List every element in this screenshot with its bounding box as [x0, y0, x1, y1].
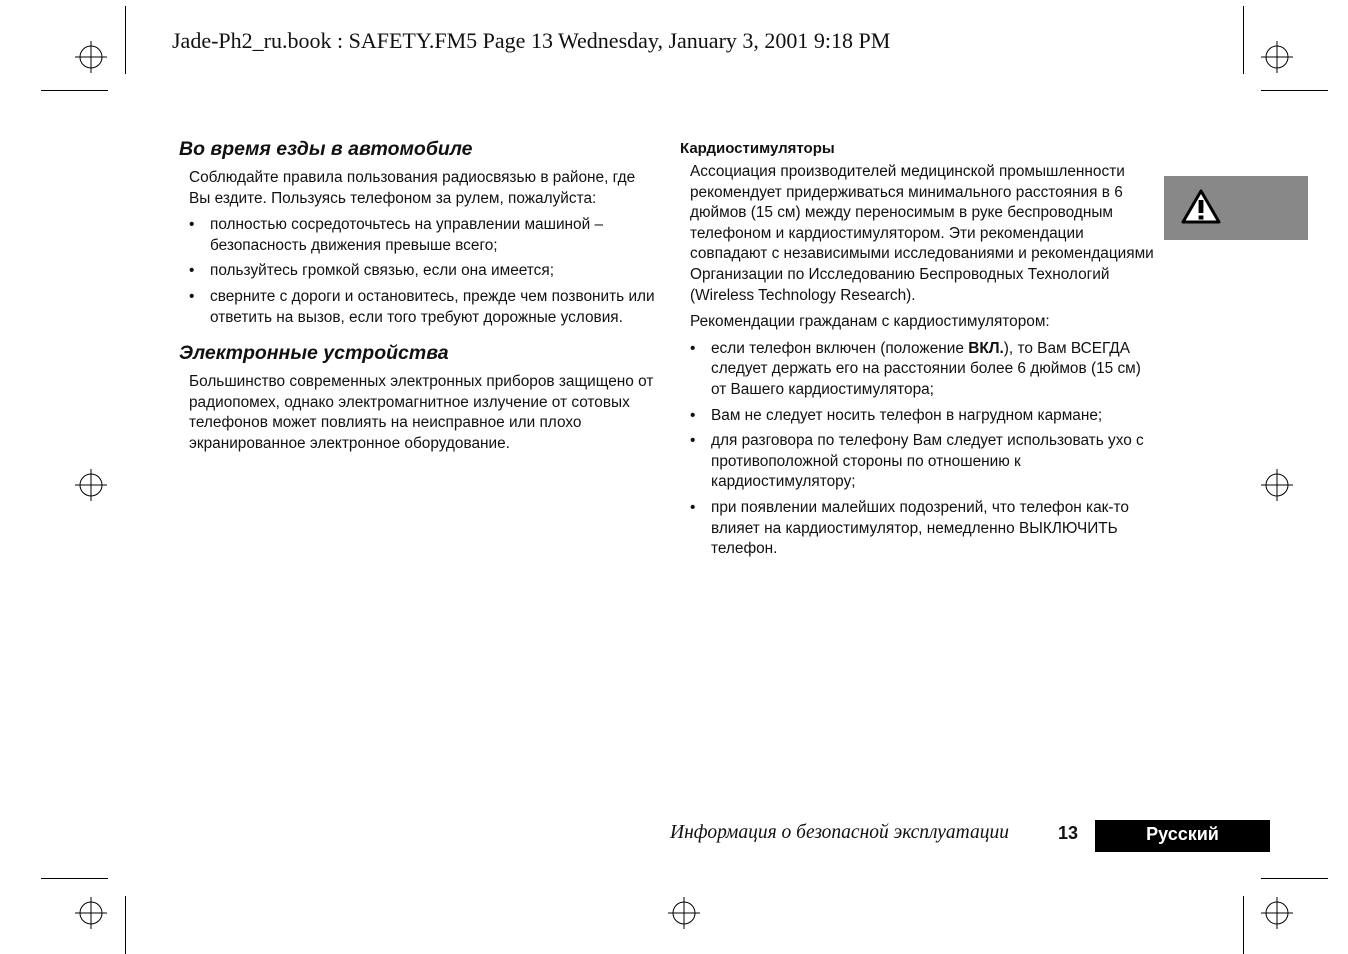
crop-mark: [1261, 90, 1328, 91]
crop-mark: [41, 90, 108, 91]
crop-mark: [41, 878, 108, 879]
bullet-icon: •: [690, 432, 696, 450]
list-item-text: сверните с дороги и остановитесь, прежде чем позвонить или ответить на вызов, если того требуют дорожные условия.: [210, 287, 655, 326]
pacemakers-paragraph: Ассоциация производителей медицинской промышленности рекомендует придерживаться минимального расстояния в 6 дюймов (15 см) между переносимым в руке беспроводным телефоном и кардиостимулятором. Эти рекомендации совпадают с независимыми исследованиями и рекомендациями Организации по Исследованию Беспроводных Технологий (Wireless Technology Research).: [690, 163, 1154, 304]
bullet-icon: •: [189, 216, 195, 234]
registration-mark-icon: [75, 469, 107, 501]
warning-triangle-icon: [1181, 189, 1221, 225]
driving-intro: Соблюдайте правила пользования радиосвязью в районе, где Вы ездите. Пользуясь телефоном за рулем, пожалуйста:: [189, 169, 636, 207]
registration-mark-icon: [1261, 469, 1293, 501]
registration-mark-icon: [1261, 897, 1293, 929]
list-item-text: Вам не следует носить телефон в нагрудном кармане;: [711, 406, 1103, 424]
footer-title: Информация о безопасной эксплуатации: [670, 822, 1009, 843]
list-item: [189, 261, 659, 282]
registration-mark-icon: [1261, 41, 1293, 73]
list-item: [690, 406, 1160, 427]
bullet-icon: •: [690, 406, 696, 424]
language-tab: Русский: [1095, 820, 1270, 852]
page-number: 13: [1058, 823, 1079, 843]
registration-mark-icon: [75, 41, 107, 73]
crop-mark: [1243, 6, 1244, 74]
bullet-icon: •: [690, 339, 696, 357]
crop-mark: [1261, 878, 1328, 879]
side-tab: [1164, 176, 1308, 240]
crop-mark: [125, 6, 126, 74]
registration-mark-icon: [75, 897, 107, 929]
pacemakers-list: [690, 339, 1160, 560]
list-item-text: [711, 340, 1141, 398]
list-item-text: при появлении малейших подозрений, что телефон как-то влияет на кардиостимулятор, немедленно ВЫКЛЮЧИТЬ телефон.: [711, 498, 1129, 558]
list-item: [189, 287, 659, 328]
right-column: [680, 140, 1160, 574]
bullet-icon: •: [690, 498, 696, 516]
list-item: [690, 431, 1160, 493]
section-heading-pacemakers: Кардиостимуляторы: [680, 140, 835, 157]
section-heading-driving: Во время езды в автомобиле: [179, 138, 473, 160]
bullet-icon: •: [189, 262, 195, 280]
list-item-text-part: если телефон включен (положение: [711, 339, 969, 357]
bold-term: ВКЛ.: [968, 339, 1004, 357]
pacemakers-recommendations-intro: Рекомендации гражданам с кардиостимулятором:: [690, 313, 1050, 331]
crop-mark: [125, 896, 126, 954]
list-item: [690, 339, 1160, 401]
left-column: [179, 138, 659, 461]
section-heading-electronics: Электронные устройства: [179, 342, 449, 365]
list-item: [690, 498, 1160, 560]
bullet-icon: •: [189, 287, 195, 305]
crop-mark: [1243, 896, 1244, 954]
list-item-text-part: ), то Вам ВСЕГДА следует держать его на расстоянии более 6 дюймов (15 см) от Вашего кардиостимулятора;: [711, 339, 1141, 398]
driving-list: [189, 215, 659, 328]
electronics-paragraph: Большинство современных электронных приборов защищено от радиопомех, однако электромагнитное излучение от сотовых телефонов может повлиять на неисправное или плохо экранированное электронное оборудование.: [189, 373, 654, 452]
file-header: Jade-Ph2_ru.book : SAFETY.FM5 Page 13 Wednesday, January 3, 2001 9:18 PM: [172, 28, 891, 53]
list-item-text: для разговора по телефону Вам следует использовать ухо с противоположной стороны по отношению к кардиостимулятору;: [711, 432, 1144, 491]
list-item: [189, 215, 659, 256]
registration-mark-icon: [668, 897, 700, 929]
list-item-text: пользуйтесь громкой связью, если она имеется;: [210, 262, 554, 280]
list-item-text: полностью сосредоточьтесь на управлении машиной – безопасность движения превыше всего;: [210, 216, 604, 254]
